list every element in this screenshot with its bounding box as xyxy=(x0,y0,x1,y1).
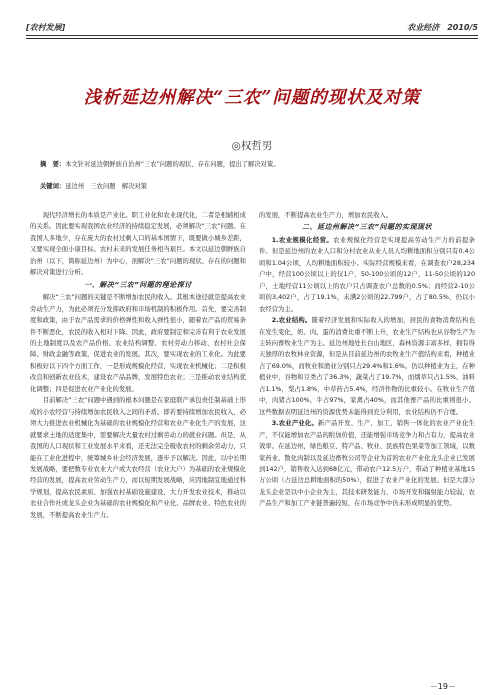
keywords-text: 延边州 三农问题 解决对策 xyxy=(65,183,148,190)
section-heading-2: 二、延边州解决“三农”问题的实现现状 xyxy=(301,223,433,232)
scale-paragraph xyxy=(259,235,475,315)
header-rule-thin xyxy=(26,38,478,39)
subheading-structure: 2.农业结构。 xyxy=(271,317,312,325)
subheading-industrialization: 3.农业产业化。 xyxy=(271,420,319,428)
scale-text: 农业规模化经营是实现提高劳动生产力的前提条件。但是延边州的农业人口和分村农业从业人员人均耕地面积分别只有0.4公顷和1.04公顷，人均耕地面积较小。实际经营规模来看，在调查农户28,234户中，经营100公顷以上的仅1户，50-100公顷的12户，11-50公顷的120户，土地经营11公顷以上的农户只占调查农户总数的0.5%；而经营2-10公顷的3,402户，占了19.1%，未满2公顷的22,799户，占了80.5%，仍以小农经营为主。 xyxy=(259,236,475,313)
continued-paragraph: 的发展，不断提高农业生产力，增加农民收入。 xyxy=(259,212,393,219)
industrialization-paragraph xyxy=(259,418,475,510)
structure-paragraph xyxy=(259,315,475,418)
keywords xyxy=(40,181,464,190)
abstract-text: 本文针对延边朝鲜族自治州“三农”问题的现状、存在问题，提出了解决对策。 xyxy=(65,161,280,168)
theory-paragraph-2: 目前解决“三农”问题中遇到的根本问题是在家庭联产承包责任制基础上形成的小农经营与持续增加农民收入之间的矛盾。即若要持续增加农民收入，必须大力推进农业机械化为基础的农业规模化经营和农业产业化生产的发展，这就要求土地的适度集中，需要解决大量农村过剩劳动力的就业问题。但是，从我国的人口现状和工业发展水平来看，还无法完全吸收农村的剩余劳动力，只能在工业化进程中，统筹城乡社会经济发展，逐步予以解决。因此，以中长期发展战略，要把数专业农业大户或大农经营（农业大户）为基础的农业规模化经营的发展，提高农业劳动生产力，而以短期发展战略，应因地制宜地通过科学规划，提高农民素质、加强农村基础设施建设、大力开发农业技术，推动以农业合作社或龙头企业为基础的农业规模化和产业化、品牌农业、特色农业的发展，不断提高农业生产力。 xyxy=(30,397,246,519)
right-column xyxy=(259,210,475,510)
abstract-label: 摘 要： xyxy=(40,161,66,168)
abstract xyxy=(40,159,464,170)
header-journal: 农业经济 2010/5 xyxy=(407,23,478,32)
keywords-label: 关键词： xyxy=(40,183,66,190)
structure-text: 随着经济发展和实际收入的增加，居民的食物消费结构也在发生变化，奶、肉、蛋的消费比重不断上升，农业生产结构也从谷物生产为主转向畜牧业生产为主。延边州地处长白山地区，森林资源丰富多样，拥有得天独厚的农牧林业资源，但是从目前延边州的农牧业生产值结构来看，种植业占了69.0%，而牧业和渔业分别只占29.4%和1.6%。仍以种植业为主，在种植业中，谷物和豆类占了36.3%，蔬菜占了19.7%，而烟草只占1.5%、油料占1.1%，梨占1.8%，中草药占5.4%，经济作物的比重较小。在牧业生产值中，肉猪占100%，牛占97%，家禽占40%，而其他畜产品的比重则很小。这些数据表明延边州的资源优势未能得到充分利用，农业结构仍不合理。 xyxy=(259,317,475,416)
intro-paragraph: 现代经济增长的本质是产业化。职工业化和农业现代化，二者是相辅相成的关系。因此要实现我国农业经济的持续稳定发展，必须解决“三农”问题。在我国人多地少，存在庞大的农村过剩人口的基本国情下，既要做小城乡差距，又要实现全面小康目标。农村未来的发展任务相当艰巨。本文以延边朝鲜族自治州（以下，简称延边州）为中心，剖解决“三农”问题的现状、存在的问题和解决对策进行分析。 xyxy=(30,212,246,277)
theory-paragraph-1: 解决“三农”问题的关键是不断增加农民的收入。其根本途径就是提高农业劳动生产力，为此必须充分发挥政府和市场机制的积极作用。首先，要完善制度和政策，由于农产品需求的价格弹性和收入弹性很小，随着农产品的贸易条件不断恶化，农民的收入相对下降。因此，政府要制定和完善有利于农业发展的土地制度以及农产品价格、农业结构调整、农村劳动力移动、农村社会保障、财政金融等政策，促进农业的发展。其次，要实现农业的工业化。为此要积极好以下四个方面工作，一是形成规模化经营，实现农业机械化；二是积极改良和创新农业技术，建设农产品品牌，发展特色农业；三是推动农业结构优化调整；四是促进农业产业化的发展。 xyxy=(30,294,246,393)
article-title: 浅析延边州解决“三农”问题的现状及对策 xyxy=(83,88,421,108)
industrialization-text: 新产品开发、生产、加工、销售一体化的农业产业化生产，不仅能增加农产品的附加价值，还能增强市场竞争力和占有力，提高农业效率。在延边州，绿色粮豆、特产品、牧业、民族特色果菜等加工领域，以数家药业、散化肉制以及延边畜牧公司等企业为首的农业产业化龙头企业已发展到142户，销售收入达到68亿元，带动农户12.5万户，带动了种植业基地15万公顷（占延边总耕地面积的50%），促进了农业产业化的发展。但是大部分龙头企业是以中小企业为主，其技术研发能力、市场开发和辐射能力较弱，农产品生产和加工产业链普遍较短，在市场竞争中仍未形成明显的优势。 xyxy=(259,420,475,508)
author: ◎权哲男 xyxy=(231,140,273,152)
subheading-scale: 1.农业规模化经营。 xyxy=(271,236,334,244)
page-number: －19－ xyxy=(429,682,456,691)
left-column xyxy=(30,210,246,521)
section-heading-1: 一、解决“三农”问题的理论探讨 xyxy=(84,280,192,289)
header-section: [农村发展] xyxy=(26,23,66,32)
header-rule-thick xyxy=(26,35,478,36)
running-header xyxy=(26,22,478,36)
